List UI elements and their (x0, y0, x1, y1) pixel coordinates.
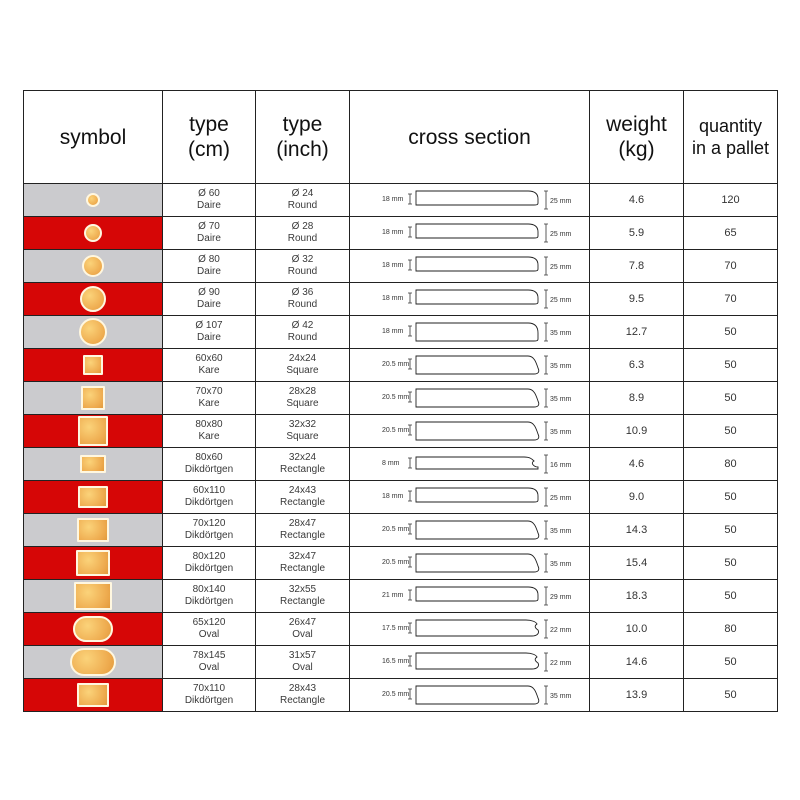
cross-section-cell (350, 250, 590, 283)
type-inch-value: 26x47 (288, 617, 317, 628)
rect-symbol-icon (77, 518, 109, 542)
thickness-right-label: 35 mm (549, 330, 571, 337)
type-cm-value: 78x145 (192, 650, 226, 661)
quantity-cell: 50 (684, 316, 778, 349)
cross-section-cell (350, 415, 590, 448)
symbol-cell (24, 382, 163, 415)
type-cm-name: Daire (197, 299, 221, 310)
cross-section-profile-diagram (360, 286, 580, 312)
type-cm-value: Ø 60 (198, 188, 220, 199)
type-inch-name: Rectangle (279, 497, 326, 508)
circle-symbol-icon (79, 318, 107, 346)
weight-cell: 13.9 (590, 679, 684, 712)
thickness-left-label: 8 mm (381, 460, 399, 467)
cross-section-profile-diagram (360, 649, 580, 675)
quantity-cell: 80 (684, 613, 778, 646)
type-cm-name: Kare (198, 365, 220, 376)
dimension-marker-right (544, 455, 548, 473)
weight-cell: 9.5 (590, 283, 684, 316)
symbol-cell (24, 481, 163, 514)
edge-profile-shape (416, 457, 538, 469)
symbol-cell (24, 415, 163, 448)
symbol-cell (24, 580, 163, 613)
thickness-left-label: 18 mm (381, 229, 403, 236)
thickness-right-label: 35 mm (549, 396, 571, 403)
dimension-marker-left (408, 590, 412, 600)
type-cm-cell (163, 316, 256, 349)
circle-symbol-icon (80, 286, 106, 312)
quantity-cell: 120 (684, 184, 778, 217)
dimension-marker-left (408, 260, 412, 270)
type-inch-cell (256, 316, 350, 349)
type-cm-value: 65x120 (192, 617, 226, 628)
edge-profile-shape (416, 323, 538, 341)
quantity-cell: 70 (684, 250, 778, 283)
dimension-marker-left (408, 293, 412, 303)
type-inch-cell (256, 283, 350, 316)
thickness-right-label: 35 mm (549, 429, 571, 436)
symbol-cell (24, 217, 163, 250)
cross-section-cell (350, 580, 590, 613)
thickness-left-label: 21 mm (381, 592, 403, 599)
symbol-cell (24, 547, 163, 580)
dimension-marker-left (408, 227, 412, 237)
oval-symbol-icon (73, 616, 113, 642)
cross-section-profile-diagram (360, 319, 580, 345)
thickness-left-label: 16.5 mm (381, 658, 409, 665)
type-cm-value: Ø 90 (198, 287, 220, 298)
weight-cell: 9.0 (590, 481, 684, 514)
weight-cell: 6.3 (590, 349, 684, 382)
cross-section-cell (350, 448, 590, 481)
type-inch-value: Ø 28 (291, 221, 314, 232)
type-cm-cell (163, 448, 256, 481)
cross-section-profile-diagram (360, 451, 580, 477)
weight-cell: 8.9 (590, 382, 684, 415)
weight-cell: 14.6 (590, 646, 684, 679)
quantity-cell: 50 (684, 547, 778, 580)
type-cm-name: Kare (198, 431, 220, 442)
type-cm-name: Daire (197, 200, 221, 211)
thickness-right-label: 25 mm (549, 264, 571, 271)
edge-profile-shape (416, 356, 539, 374)
cross-section-profile-diagram (360, 187, 580, 213)
type-cm-cell (163, 547, 256, 580)
dimension-marker-right (544, 290, 548, 308)
thickness-left-label: 20.5 mm (381, 559, 409, 566)
type-cm-value: 70x70 (195, 386, 223, 397)
edge-profile-shape (416, 389, 539, 407)
type-cm-name: Daire (197, 332, 221, 343)
edge-profile-shape (416, 653, 539, 669)
type-cm-cell (163, 613, 256, 646)
table-row (24, 613, 778, 646)
edge-profile-shape (416, 488, 538, 502)
cross-section-profile-diagram (360, 385, 580, 411)
type-cm-name: Daire (197, 233, 221, 244)
weight-cell: 10.9 (590, 415, 684, 448)
weight-cell: 14.3 (590, 514, 684, 547)
thickness-right-label: 35 mm (549, 693, 571, 700)
type-cm-value: 80x80 (195, 419, 223, 430)
dimension-marker-left (408, 458, 412, 468)
table-row (24, 349, 778, 382)
dimension-marker-right (544, 257, 548, 275)
table-row (24, 250, 778, 283)
type-inch-cell (256, 580, 350, 613)
cross-section-profile-diagram (360, 550, 580, 576)
cross-section-profile-diagram (360, 352, 580, 378)
dimension-marker-right (544, 554, 548, 572)
type-cm-value: 80x120 (192, 551, 226, 562)
cross-section-cell (350, 382, 590, 415)
thickness-left-label: 18 mm (381, 196, 403, 203)
thickness-left-label: 20.5 mm (381, 691, 409, 698)
cross-section-cell (350, 514, 590, 547)
thickness-right-label: 25 mm (549, 198, 571, 205)
edge-profile-shape (416, 257, 538, 271)
type-cm-value: 80x140 (192, 584, 226, 595)
thickness-right-label: 29 mm (549, 594, 571, 601)
dimension-marker-left (408, 491, 412, 501)
cross-section-cell (350, 316, 590, 349)
cross-section-profile-diagram (360, 418, 580, 444)
thickness-left-label: 20.5 mm (381, 361, 409, 368)
type-cm-cell (163, 283, 256, 316)
header-row (24, 91, 778, 184)
type-cm-cell (163, 580, 256, 613)
thickness-right-label: 35 mm (549, 561, 571, 568)
type-cm-value: 60x60 (195, 353, 223, 364)
weight-cell: 4.6 (590, 184, 684, 217)
dimension-marker-right (544, 191, 548, 209)
quantity-cell: 50 (684, 679, 778, 712)
dimension-marker-right (544, 323, 548, 341)
square-symbol-icon (78, 416, 108, 446)
square-symbol-icon (81, 386, 105, 410)
type-inch-value: 32x55 (288, 584, 317, 595)
cross-section-cell (350, 349, 590, 382)
type-inch-name: Rectangle (279, 530, 326, 541)
weight-cell: 18.3 (590, 580, 684, 613)
header-quantity: quantity in a pallet (684, 91, 778, 184)
type-cm-name: Daire (197, 266, 221, 277)
weight-cell: 5.9 (590, 217, 684, 250)
type-inch-cell (256, 646, 350, 679)
dimension-marker-left (408, 194, 412, 204)
type-inch-cell (256, 679, 350, 712)
dimension-marker-right (544, 620, 548, 638)
quantity-cell: 50 (684, 481, 778, 514)
type-inch-cell (256, 448, 350, 481)
quantity-cell: 50 (684, 415, 778, 448)
symbol-cell (24, 613, 163, 646)
symbol-cell (24, 514, 163, 547)
type-inch-value: Ø 42 (291, 320, 314, 331)
type-inch-name: Round (287, 233, 318, 244)
type-inch-cell (256, 217, 350, 250)
type-inch-name: Rectangle (279, 695, 326, 706)
dimension-marker-right (544, 521, 548, 539)
cross-section-profile-diagram (360, 484, 580, 510)
cross-section-profile-diagram (360, 682, 580, 708)
type-inch-name: Rectangle (279, 563, 326, 574)
table-row (24, 316, 778, 349)
thickness-left-label: 18 mm (381, 493, 403, 500)
table-row (24, 382, 778, 415)
symbol-cell (24, 316, 163, 349)
type-cm-cell (163, 382, 256, 415)
dimension-marker-right (544, 389, 548, 407)
thickness-left-label: 18 mm (381, 328, 403, 335)
quantity-cell: 50 (684, 349, 778, 382)
table-row (24, 448, 778, 481)
cross-section-cell (350, 184, 590, 217)
dimension-marker-right (544, 224, 548, 242)
header-type-inch: type (inch) (256, 91, 350, 184)
type-cm-cell (163, 679, 256, 712)
type-inch-value: 28x43 (288, 683, 317, 694)
cross-section-cell (350, 283, 590, 316)
header-weight: weight (kg) (590, 91, 684, 184)
type-cm-value: 80x60 (195, 452, 223, 463)
quantity-cell: 50 (684, 646, 778, 679)
rect-symbol-icon (74, 582, 112, 610)
type-inch-name: Square (286, 365, 319, 376)
type-inch-name: Rectangle (279, 464, 326, 475)
type-cm-cell (163, 184, 256, 217)
symbol-cell (24, 448, 163, 481)
rect-symbol-icon (76, 550, 110, 576)
edge-profile-shape (416, 620, 539, 636)
cross-section-cell (350, 481, 590, 514)
edge-profile-shape (416, 587, 538, 601)
weight-cell: 7.8 (590, 250, 684, 283)
symbol-cell (24, 283, 163, 316)
thickness-right-label: 35 mm (549, 528, 571, 535)
dimension-marker-right (544, 356, 548, 374)
dimension-marker-right (544, 488, 548, 506)
edge-profile-shape (416, 224, 538, 238)
type-cm-value: Ø 80 (198, 254, 220, 265)
type-inch-value: 32x24 (288, 452, 317, 463)
type-inch-value: Ø 24 (291, 188, 314, 199)
symbol-cell (24, 679, 163, 712)
type-cm-cell (163, 481, 256, 514)
type-inch-name: Round (287, 299, 318, 310)
type-inch-name: Round (287, 332, 318, 343)
symbol-cell (24, 184, 163, 217)
type-inch-cell (256, 415, 350, 448)
thickness-right-label: 16 mm (549, 462, 571, 469)
square-symbol-icon (83, 355, 103, 375)
type-inch-name: Oval (292, 662, 313, 673)
cross-section-cell (350, 646, 590, 679)
table-row (24, 646, 778, 679)
type-cm-value: Ø 70 (198, 221, 220, 232)
edge-profile-shape (416, 686, 539, 704)
thickness-right-label: 22 mm (549, 660, 571, 667)
type-inch-cell (256, 514, 350, 547)
edge-profile-shape (416, 521, 539, 539)
header-symbol: symbol (24, 91, 163, 184)
edge-profile-shape (416, 422, 539, 440)
rect-symbol-icon (78, 486, 108, 508)
type-cm-value: Ø 107 (195, 320, 223, 331)
symbol-cell (24, 646, 163, 679)
type-cm-value: 60x110 (192, 485, 226, 496)
type-cm-cell (163, 646, 256, 679)
type-cm-name: Dikdörtgen (184, 695, 234, 706)
cross-section-cell (350, 613, 590, 646)
type-inch-value: 24x24 (288, 353, 317, 364)
edge-profile-shape (416, 191, 538, 205)
thickness-right-label: 22 mm (549, 627, 571, 634)
rect-symbol-icon (80, 455, 106, 473)
thickness-left-label: 18 mm (381, 295, 403, 302)
oval-symbol-icon (70, 648, 116, 676)
type-inch-name: Round (287, 200, 318, 211)
type-cm-name: Dikdörtgen (184, 464, 234, 475)
weight-cell: 10.0 (590, 613, 684, 646)
dimension-marker-right (544, 422, 548, 440)
type-inch-value: 32x32 (288, 419, 317, 430)
thickness-left-label: 20.5 mm (381, 394, 409, 401)
type-inch-cell (256, 184, 350, 217)
type-inch-name: Square (286, 431, 319, 442)
circle-symbol-icon (84, 224, 102, 242)
table-row (24, 283, 778, 316)
dimension-marker-left (408, 326, 412, 336)
type-cm-name: Oval (198, 662, 220, 673)
type-inch-value: 28x47 (288, 518, 317, 529)
dimension-marker-right (544, 587, 548, 605)
cross-section-profile-diagram (360, 616, 580, 642)
cross-section-cell (350, 679, 590, 712)
thickness-left-label: 20.5 mm (381, 526, 409, 533)
quantity-cell: 50 (684, 382, 778, 415)
edge-profile-shape (416, 554, 539, 572)
dimension-marker-right (544, 686, 548, 704)
table-row (24, 547, 778, 580)
table-row (24, 415, 778, 448)
type-inch-name: Rectangle (279, 596, 326, 607)
quantity-cell: 50 (684, 580, 778, 613)
table-body (24, 184, 778, 712)
table-row (24, 184, 778, 217)
type-cm-name: Dikdörtgen (184, 563, 234, 574)
type-cm-cell (163, 250, 256, 283)
type-inch-value: 32x47 (288, 551, 317, 562)
type-cm-cell (163, 415, 256, 448)
table-row (24, 580, 778, 613)
quantity-cell: 80 (684, 448, 778, 481)
type-cm-cell (163, 217, 256, 250)
thickness-left-label: 17.5 mm (381, 625, 409, 632)
cross-section-cell (350, 547, 590, 580)
thickness-right-label: 35 mm (549, 363, 571, 370)
rect-symbol-icon (77, 683, 109, 707)
table-row (24, 217, 778, 250)
header-cross-section: cross section (350, 91, 590, 184)
table-row (24, 679, 778, 712)
dimension-marker-right (544, 653, 548, 671)
thickness-right-label: 25 mm (549, 297, 571, 304)
type-cm-value: 70x110 (192, 683, 226, 694)
quantity-cell: 70 (684, 283, 778, 316)
table-row (24, 514, 778, 547)
type-inch-cell (256, 481, 350, 514)
type-inch-cell (256, 250, 350, 283)
type-inch-name: Square (286, 398, 319, 409)
type-cm-cell (163, 349, 256, 382)
type-inch-value: Ø 36 (291, 287, 314, 298)
type-cm-cell (163, 514, 256, 547)
type-cm-name: Dikdörtgen (184, 497, 234, 508)
type-cm-value: 70x120 (192, 518, 226, 529)
type-inch-value: Ø 32 (291, 254, 314, 265)
thickness-right-label: 25 mm (549, 231, 571, 238)
header-type-cm: type (cm) (163, 91, 256, 184)
weight-cell: 15.4 (590, 547, 684, 580)
thickness-left-label: 18 mm (381, 262, 403, 269)
table-row (24, 481, 778, 514)
type-inch-value: 24x43 (288, 485, 317, 496)
circle-symbol-icon (82, 255, 104, 277)
cross-section-cell (350, 217, 590, 250)
edge-profile-shape (416, 290, 538, 304)
weight-cell: 4.6 (590, 448, 684, 481)
type-cm-name: Dikdörtgen (184, 530, 234, 541)
cross-section-profile-diagram (360, 517, 580, 543)
cross-section-profile-diagram (360, 220, 580, 246)
type-inch-cell (256, 613, 350, 646)
thickness-left-label: 20.5 mm (381, 427, 409, 434)
type-inch-cell (256, 547, 350, 580)
spec-table (23, 90, 778, 712)
type-inch-value: 28x28 (288, 386, 317, 397)
thickness-right-label: 25 mm (549, 495, 571, 502)
type-inch-cell (256, 349, 350, 382)
type-cm-name: Oval (198, 629, 220, 640)
quantity-cell: 50 (684, 514, 778, 547)
type-inch-name: Oval (292, 629, 313, 640)
cross-section-profile-diagram (360, 583, 580, 609)
cross-section-profile-diagram (360, 253, 580, 279)
weight-cell: 12.7 (590, 316, 684, 349)
type-inch-value: 31x57 (288, 650, 317, 661)
type-inch-cell (256, 382, 350, 415)
symbol-cell (24, 250, 163, 283)
type-cm-name: Kare (198, 398, 220, 409)
symbol-cell (24, 349, 163, 382)
quantity-cell: 65 (684, 217, 778, 250)
circle-symbol-icon (86, 193, 100, 207)
type-inch-name: Round (287, 266, 318, 277)
type-cm-name: Dikdörtgen (184, 596, 234, 607)
